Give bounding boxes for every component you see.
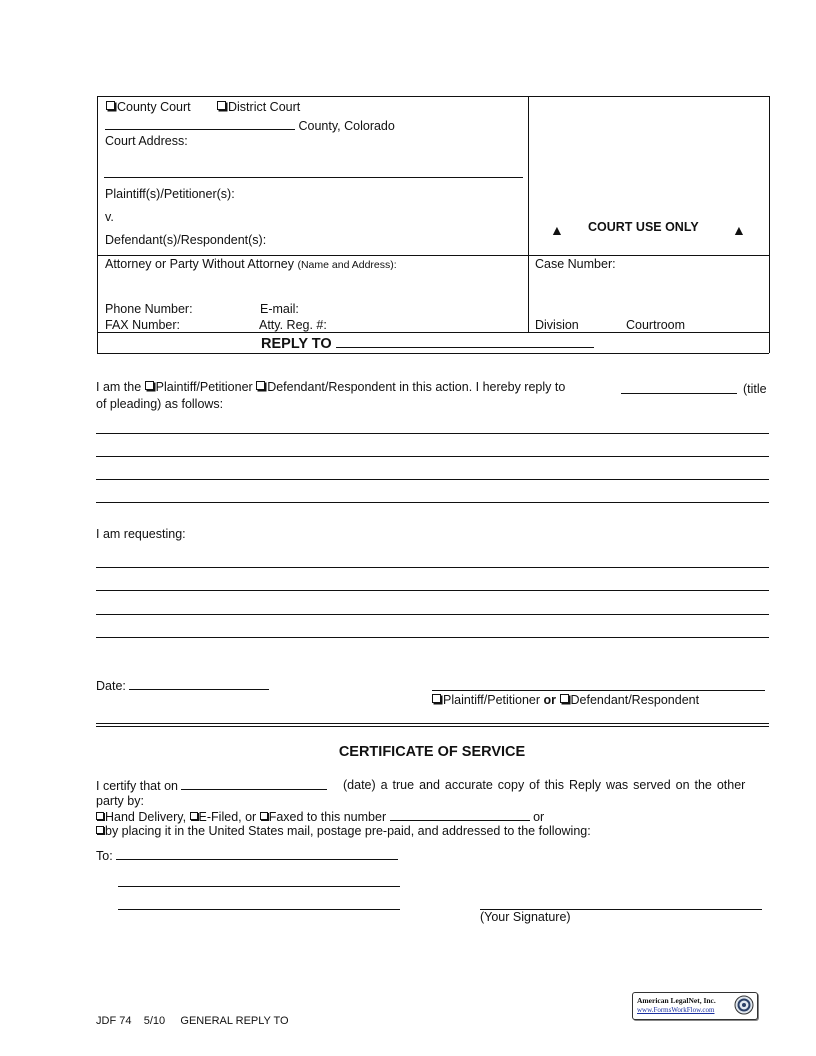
- county-court-label: County Court: [117, 100, 191, 114]
- globe-icon: [734, 995, 754, 1015]
- efiled-label: E-Filed, or: [198, 810, 257, 824]
- iam-label: I am the: [96, 380, 142, 394]
- reply-statement: Defendant/Respondent in this action. I hereby reply to: [267, 380, 566, 394]
- county-colorado-label: County, Colorado: [298, 119, 395, 133]
- county-name-field[interactable]: [105, 118, 295, 130]
- district-court-option[interactable]: [217, 100, 300, 114]
- document-title: [261, 334, 594, 352]
- address-field[interactable]: [118, 909, 400, 910]
- title-label: REPLY TO: [261, 336, 332, 352]
- district-court-label: District Court: [228, 100, 301, 114]
- date-field[interactable]: [129, 678, 269, 690]
- certify-label: I certify that on: [96, 779, 178, 793]
- iam-line: [96, 380, 565, 394]
- of-pleading-label: of pleading) as follows:: [96, 397, 224, 411]
- up-triangle-icon: ▲: [732, 222, 746, 238]
- faxed-label: Faxed to this number: [268, 810, 387, 824]
- certify-line: [96, 778, 327, 793]
- or-label: or: [533, 810, 545, 824]
- address-field[interactable]: [116, 848, 398, 860]
- mail-label: by placing it in the United States mail, postage pre-paid, and addressed to the following:: [105, 824, 591, 838]
- signer-role: [432, 693, 699, 707]
- section-divider: [96, 723, 769, 724]
- hand-delivery-checkbox[interactable]: [96, 812, 104, 820]
- form-title: GENERAL REPLY TO: [180, 1015, 289, 1027]
- your-signature-label: (Your Signature): [480, 910, 571, 924]
- county-court-checkbox[interactable]: [106, 101, 115, 110]
- defendant-label: Defendant(s)/Respondent(s):: [105, 233, 267, 247]
- county-line: [105, 118, 395, 133]
- signer-defendant-label: Defendant/Respondent: [570, 693, 700, 707]
- title-of-label: (title: [743, 382, 767, 396]
- signer-defendant-checkbox[interactable]: [560, 694, 569, 703]
- form-id: JDF 74: [96, 1015, 132, 1027]
- plaintiff-label: Plaintiff(s)/Petitioner(s):: [105, 187, 235, 201]
- faxed-checkbox[interactable]: [260, 812, 268, 820]
- publisher-link[interactable]: www.FormsWorkFlow.com: [637, 1006, 715, 1014]
- date-line: [96, 678, 269, 693]
- county-court-option[interactable]: [106, 100, 191, 114]
- title-field[interactable]: [336, 334, 594, 348]
- defendant-respondent-checkbox[interactable]: [256, 381, 265, 390]
- fax-label: FAX Number:: [105, 318, 181, 332]
- court-use-only-label: COURT USE ONLY: [588, 220, 699, 234]
- versus-label: v.: [105, 210, 114, 224]
- signer-or-label: or: [543, 693, 557, 707]
- service-method-line: [96, 809, 544, 824]
- service-date-field[interactable]: [181, 778, 327, 790]
- mail-line: [96, 824, 591, 838]
- attorney-label: Attorney or Party Without Attorney: [105, 257, 294, 271]
- party-by-label: party by:: [96, 794, 144, 808]
- fax-number-field[interactable]: [390, 809, 530, 821]
- courtroom-label: Courtroom: [626, 318, 686, 332]
- publisher-logo[interactable]: [632, 992, 758, 1020]
- efiled-checkbox[interactable]: [190, 812, 198, 820]
- section-divider: [96, 726, 769, 727]
- to-label: To:: [96, 849, 113, 863]
- division-label: Division: [535, 318, 579, 332]
- date-label: Date:: [96, 679, 126, 693]
- court-address-label: Court Address:: [105, 134, 188, 148]
- plaintiff-petitioner-label: Plaintiff/Petitioner: [155, 380, 253, 394]
- district-court-checkbox[interactable]: [217, 101, 226, 110]
- publisher-name: American LegalNet, Inc.: [637, 996, 716, 1005]
- phone-label: Phone Number:: [105, 302, 193, 316]
- form-footer: [96, 1015, 289, 1027]
- attorney-line: [105, 257, 397, 271]
- certificate-heading: CERTIFICATE OF SERVICE: [338, 744, 526, 760]
- email-label: E-mail:: [260, 302, 299, 316]
- case-number-label: Case Number:: [535, 257, 616, 271]
- hand-delivery-label: Hand Delivery,: [105, 810, 187, 824]
- form-revision: 5/10: [143, 1015, 166, 1027]
- requesting-label: I am requesting:: [96, 527, 186, 541]
- to-line: [96, 848, 398, 863]
- certify-statement: (date) a true and accurate copy of this Reply was served on the other: [343, 778, 746, 792]
- pleading-title-field[interactable]: [621, 382, 737, 394]
- signer-plaintiff-checkbox[interactable]: [432, 694, 441, 703]
- address-field[interactable]: [118, 886, 400, 887]
- attorney-note: (Name and Address):: [297, 259, 397, 271]
- signer-plaintiff-label: Plaintiff/Petitioner: [443, 693, 541, 707]
- plaintiff-petitioner-checkbox[interactable]: [145, 381, 154, 390]
- up-triangle-icon: ▲: [550, 222, 564, 238]
- mail-checkbox[interactable]: [96, 826, 104, 834]
- atty-reg-label: Atty. Reg. #:: [259, 318, 327, 332]
- signature-line[interactable]: [432, 690, 765, 691]
